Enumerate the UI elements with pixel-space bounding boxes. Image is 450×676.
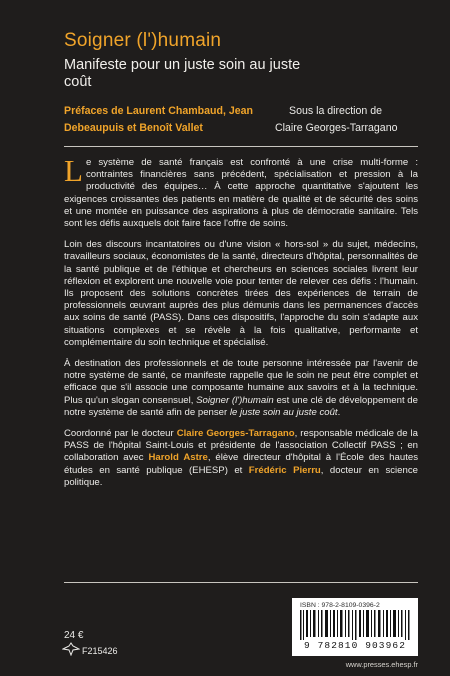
purpose-text-1: À destination des professionnels et de toute personne intéressée par l'avenir de notre système de santé, ce manifeste rappelle que le soin ne peut être complet et efficace que s'il associe une composante humaine aux savoirs et à la technique. Plus qu'un slogan consensuel, (64, 358, 418, 406)
price: 24 € (64, 630, 84, 641)
collaborator-name-1: Harold Astre (148, 452, 208, 464)
paragraph-approach: Loin des discours incantatoires ou d'une vision « hors-sol » du sujet, médecins, travailleurs sociaux, économistes de la santé, directeurs d'hôpital, personnalités de la santé publique et de l'éthique et chercheurs en sciences sociales livrent leur réflexion et explorent une nouvelle voie pour tenter de relever ces défis : l'humain. Ils proposent des solutions concrètes tirées des expériences de terrain de professionnels œuvrant auprès des plus démunis dans les permanences d'accès aux soins de santé (PASS). Dans ces dispositifs, l'approche du soin s'adapte aux situations complexes et se révèle à la fois qualitative, performante et complémentaire du soin technique et spécialisé. (64, 239, 418, 348)
direction-label: Sous la direction de (289, 105, 383, 117)
paragraph-coordination (64, 428, 418, 489)
purpose-title-italic: Soigner (l')humain (196, 394, 274, 406)
bird-logo-icon (62, 642, 80, 656)
coord-text-a: Coordonné par le docteur (64, 428, 177, 440)
collaborator-name-2: Frédéric Pierru (248, 464, 321, 476)
coord-text-b: , responsable médicale de la PASS de l'hôpital Saint-Louis et présidente de l'association Collectif PASS ; en collaboration avec (64, 428, 418, 464)
purpose-text-2: est une clé de développement de notre système de santé afin de penser (64, 394, 418, 418)
direction-credit (275, 103, 435, 137)
paragraph-intro-text: e système de santé français est confronté à une crise multi-forme : contraintes financières sans précédent, spécialisation et pression à la productivité des équipes… À cette approche quantitative s'ajoutent les exigences croissantes des patients en matière de qualité et de sécurité des soins et une montée en puissance des aspirations à plus de démocratie sanitaire. Tels sont les défis auxquels doit faire face l'offre de soins. (64, 157, 418, 230)
coordinator-name: Claire Georges-Tarragano (176, 428, 295, 440)
product-code: F215426 (82, 646, 118, 656)
barcode-icon (300, 610, 410, 640)
prefaces-credit: Préfaces de Laurent Chambaud, Jean Debeaupuis et Benoît Vallet (64, 105, 253, 134)
paragraph-intro (64, 153, 418, 230)
purpose-slogan-italic: le juste soin au juste coût (229, 406, 338, 418)
coord-text-d: , docteur en science politique. (64, 464, 418, 488)
paragraph-purpose (64, 358, 418, 419)
isbn-label: ISBN : 978-2-8109-0396-2 (300, 602, 380, 609)
bottom-divider (64, 582, 418, 583)
back-cover-text (64, 153, 418, 498)
book-subtitle: Manifeste pour un juste soin au juste coût (64, 57, 301, 90)
drop-cap: L (64, 153, 83, 188)
book-title: Soigner (l')humain (64, 30, 222, 51)
publisher-website: www.presses.ehesp.fr (345, 660, 418, 669)
director-name: Claire Georges-Tarragano (275, 122, 398, 134)
coord-text-c: , élève directeur d'hôpital à l'École des hautes études en santé publique (EHESP) et (64, 452, 418, 476)
top-divider (64, 146, 418, 147)
purpose-text-3: . (337, 406, 341, 418)
barcode-digits: 9 782810 903962 (303, 640, 406, 651)
